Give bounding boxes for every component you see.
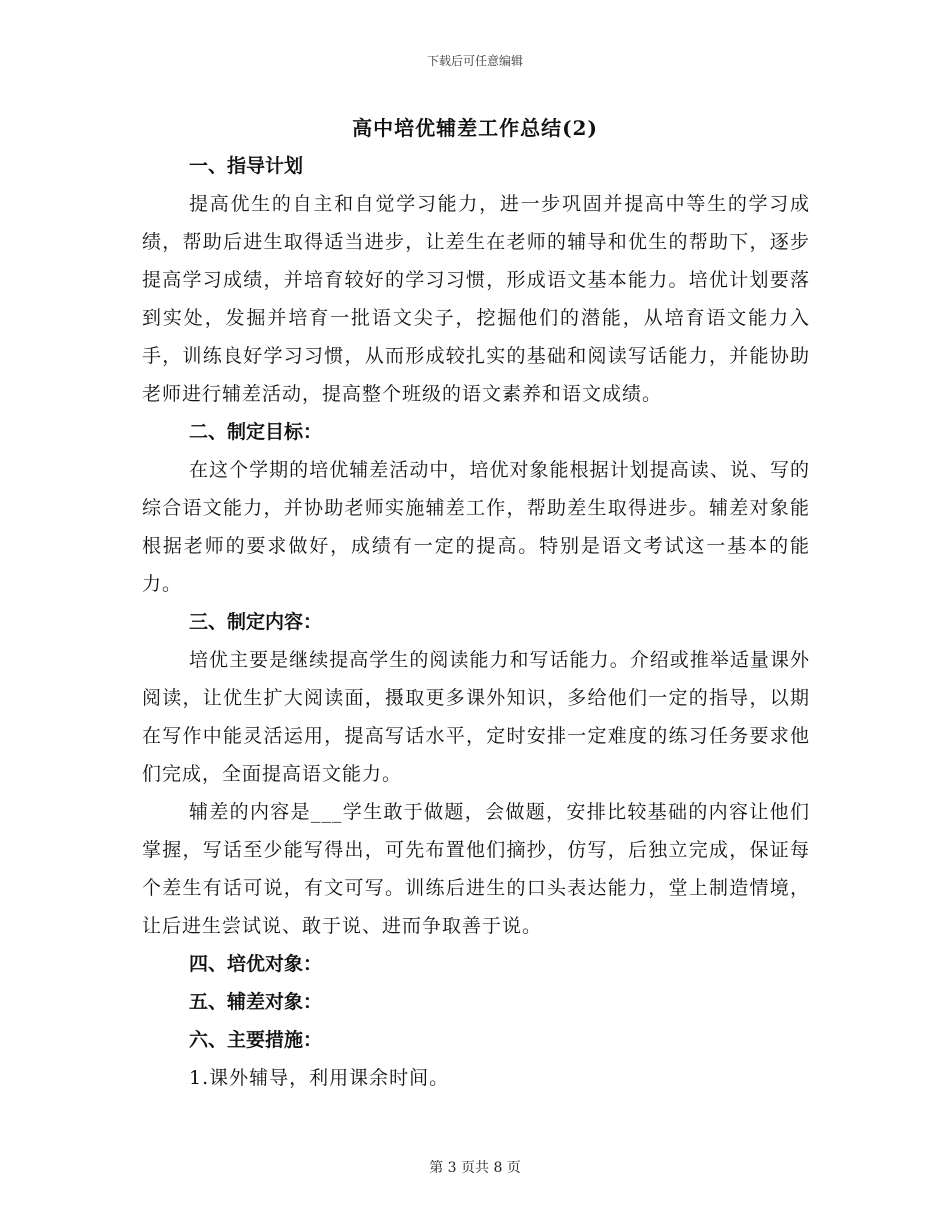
section-heading-content: 三、制定内容： [189,611,323,633]
paragraph-measure-1: 1.课外辅导，利用课余时间。 [189,1067,450,1089]
document-body [142,147,810,1097]
section-heading-guidance-plan: 一、指导计划 [189,155,304,177]
section-heading-weak-targets: 五、辅差对象： [189,991,323,1013]
page-header: 下载后可任意编辑 [426,54,523,68]
section-heading-top-targets: 四、培优对象： [189,953,323,975]
section-heading-measures: 六、主要措施： [189,1029,323,1051]
paragraph-goals: 在这个学期的培优辅差活动中，培优对象能根据计划提高读、说、写的综合语文能力，并协助老师实施辅差工作，帮助差生取得进步。辅差对象能根据老师的要求做好，成绩有一定的提高。特别是语文考试这一基本的能力。 [142,459,810,595]
paragraph-content-weak-students: 辅差的内容是___学生敢于做题，会做题，安排比较基础的内容让他们掌握，写话至少能写得出，可先布置他们摘抄，仿写，后独立完成，保证每个差生有话可说，有文可写。训练后进生的口头表达能力，堂上制造情境，让后进生尝试说、敢于说、进而争取善于说。 [142,801,810,937]
document-title: 高中培优辅差工作总结(2) [352,116,598,140]
paragraph-content-top-students: 培优主要是继续提高学生的阅读能力和写话能力。介绍或推举适量课外阅读，让优生扩大阅读面，摄取更多课外知识，多给他们一定的指导，以期在写作中能灵活运用，提高写话水平，定时安排一定难度的练习任务要求他们完成，全面提高语文能力。 [142,649,810,785]
page-number: 第 3 页共 8 页 [429,1160,521,1176]
paragraph-guidance-plan: 提高优生的自主和自觉学习能力，进一步巩固并提高中等生的学习成绩，帮助后进生取得适当进步，让差生在老师的辅导和优生的帮助下，逐步提高学习成绩，并培育较好的学习习惯，形成语文基本能力。培优计划要落到实处，发掘并培育一批语文尖子，挖掘他们的潜能，从培育语文能力入手，训练良好学习习惯，从而形成较扎实的基础和阅读写话能力，并能协助老师进行辅差活动，提高整个班级的语文素养和语文成绩。 [142,193,810,405]
section-heading-goals: 二、制定目标： [189,421,323,443]
